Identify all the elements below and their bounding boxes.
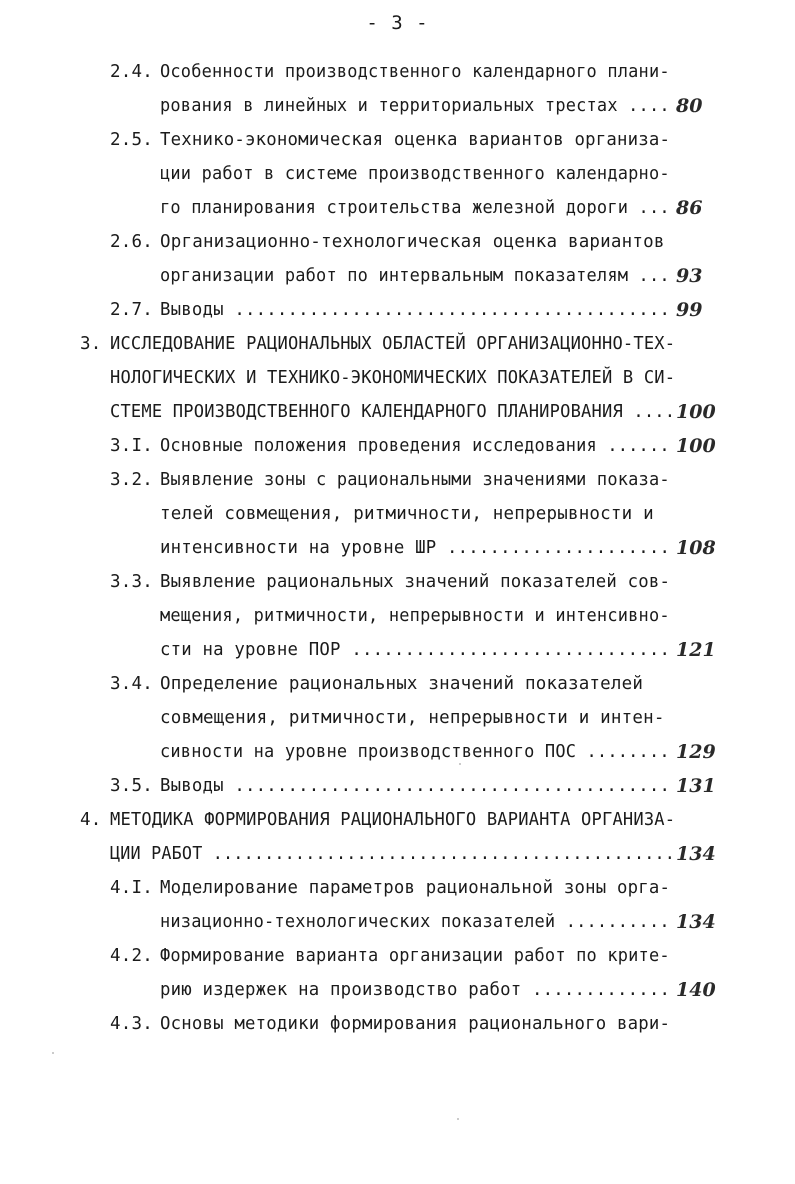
toc-entry-text: сивности на уровне производственного ПОС ........ (160, 742, 670, 762)
toc-entry-number: 2.7. (110, 300, 153, 320)
toc-entry-text: интенсивности на уровне ШР ..................... (160, 538, 671, 558)
toc-page-number: 140 (676, 979, 716, 1001)
scan-speck (52, 1052, 54, 1054)
toc-page-number: 86 (676, 197, 703, 219)
toc-page-number: 93 (676, 265, 703, 287)
toc-entry-continuation (0, 500, 795, 528)
toc-entry-number: 2.5. (110, 130, 153, 150)
toc-entry (0, 568, 795, 596)
toc-entry-text: Определение рациональных значений показателей (160, 674, 644, 694)
toc-entry-number: 2.6. (110, 232, 153, 252)
toc-entry-continuation (0, 602, 795, 630)
toc-entry-text: Особенности производственного календарного плани- (160, 62, 670, 82)
toc-entry-continuation (0, 738, 795, 766)
toc-entry-text: Организационно-технологическая оценка вариантов (160, 232, 665, 252)
toc-entry-text: ИССЛЕДОВАНИЕ РАЦИОНАЛЬНЫХ ОБЛАСТЕЙ ОРГАНИЗАЦИОННО-ТЕХ- (110, 334, 676, 354)
toc-entry (0, 874, 795, 902)
toc-entry-continuation (0, 534, 795, 562)
toc-entry-continuation (0, 398, 795, 426)
toc-entry-number: 2.4. (110, 62, 153, 82)
toc-entry-text: рию издержек на производство работ ............. (160, 980, 671, 1000)
toc-entry-text: МЕТОДИКА ФОРМИРОВАНИЯ РАЦИОНАЛЬНОГО ВАРИАНТА ОРГАНИЗА- (110, 810, 676, 830)
toc-page-number: 129 (676, 741, 716, 763)
toc-entry-continuation (0, 908, 795, 936)
toc-page-number: 99 (676, 299, 703, 321)
toc-entry-text: Формирование варианта организации работ по крите- (160, 946, 670, 966)
toc-page-number: 100 (676, 401, 716, 423)
toc-entry-continuation (0, 92, 795, 120)
toc-entry-text: СТЕМЕ ПРОИЗВОДСТВЕННОГО КАЛЕНДАРНОГО ПЛАНИРОВАНИЯ .... (110, 402, 676, 422)
toc-entry-continuation (0, 194, 795, 222)
toc-entry-number: 3.2. (110, 470, 153, 490)
toc-entry-text: Выводы ......................................... (160, 300, 671, 320)
toc-entry (0, 1010, 795, 1038)
toc-entry-text: рования в линейных и территориальных трестах .... (160, 96, 670, 116)
toc-entry-continuation (0, 160, 795, 188)
toc-entry-text: Технико-экономическая оценка вариантов организа- (160, 130, 671, 150)
toc-entry (0, 432, 795, 460)
toc-entry-text: Моделирование параметров рациональной зоны орга- (160, 878, 671, 898)
toc-entry-text: организации работ по интервальным показателям ... (160, 266, 670, 286)
toc-entry-continuation (0, 636, 795, 664)
toc-entry (0, 670, 795, 698)
toc-entry-number: 3.3. (110, 572, 153, 592)
toc-entry (0, 806, 795, 834)
toc-entry (0, 772, 795, 800)
toc-entry-number: 3.4. (110, 674, 153, 694)
toc-page-number: 80 (676, 95, 703, 117)
toc-entry (0, 58, 795, 86)
toc-entry (0, 330, 795, 358)
toc-entry-continuation (0, 262, 795, 290)
toc-entry (0, 466, 795, 494)
toc-entry-text: НОЛОГИЧЕСКИХ И ТЕХНИКО-ЭКОНОМИЧЕСКИХ ПОКАЗАТЕЛЕЙ В СИ- (110, 368, 676, 388)
toc-entry-number: 4.3. (110, 1014, 153, 1034)
toc-entry-text: мещения, ритмичности, непрерывности и интенсивно- (160, 606, 670, 626)
toc-page-number: 121 (676, 639, 716, 661)
toc-page-number: 100 (676, 435, 716, 457)
toc-entry-continuation (0, 364, 795, 392)
toc-entry-text: сти на уровне ПОР .............................. (160, 640, 671, 660)
toc-entry-text: телей совмещения, ритмичности, непрерывности и (160, 504, 654, 524)
toc-entry-number: 3.I. (110, 436, 153, 456)
toc-entry-number: 4. (80, 810, 102, 830)
toc-entry-text: Выводы ......................................... (160, 776, 671, 796)
toc-entry-continuation (0, 704, 795, 732)
toc-entry-number: 3. (80, 334, 102, 354)
toc-entry-text: ции работ в системе производственного календарно- (160, 164, 670, 184)
toc-entry-text: Основные положения проведения исследования ...... (160, 436, 670, 456)
toc-page-number: 134 (676, 911, 716, 933)
toc-entry-text: совмещения, ритмичности, непрерывности и интен- (160, 708, 665, 728)
toc-entry-text: низационно-технологических показателей .......... (160, 912, 670, 932)
toc-page-number: 108 (676, 537, 716, 559)
toc-entry (0, 942, 795, 970)
page-number: - 3 - (366, 12, 429, 34)
toc-entry-text: ЦИИ РАБОТ ............................................. (110, 844, 676, 864)
toc-entry-text: го планирования строительства железной дороги ... (160, 198, 670, 218)
scan-speck (457, 1118, 459, 1120)
toc-entry-number: 4.2. (110, 946, 153, 966)
toc-page-number: 134 (676, 843, 716, 865)
toc-entry (0, 126, 795, 154)
toc-page-number: 131 (676, 775, 716, 797)
toc-entry-continuation (0, 976, 795, 1004)
toc-entry-text: Выявление зоны с рациональными значениями показа- (160, 470, 670, 490)
scan-speck (459, 763, 461, 765)
toc-entry (0, 228, 795, 256)
toc-entry-text: Выявление рациональных значений показателей сов- (160, 572, 671, 592)
toc-entry-number: 3.5. (110, 776, 153, 796)
toc-entry-text: Основы методики формирования рационального вари- (160, 1014, 671, 1034)
toc-entry-continuation (0, 840, 795, 868)
toc-entry-number: 4.I. (110, 878, 153, 898)
toc-entry (0, 296, 795, 324)
